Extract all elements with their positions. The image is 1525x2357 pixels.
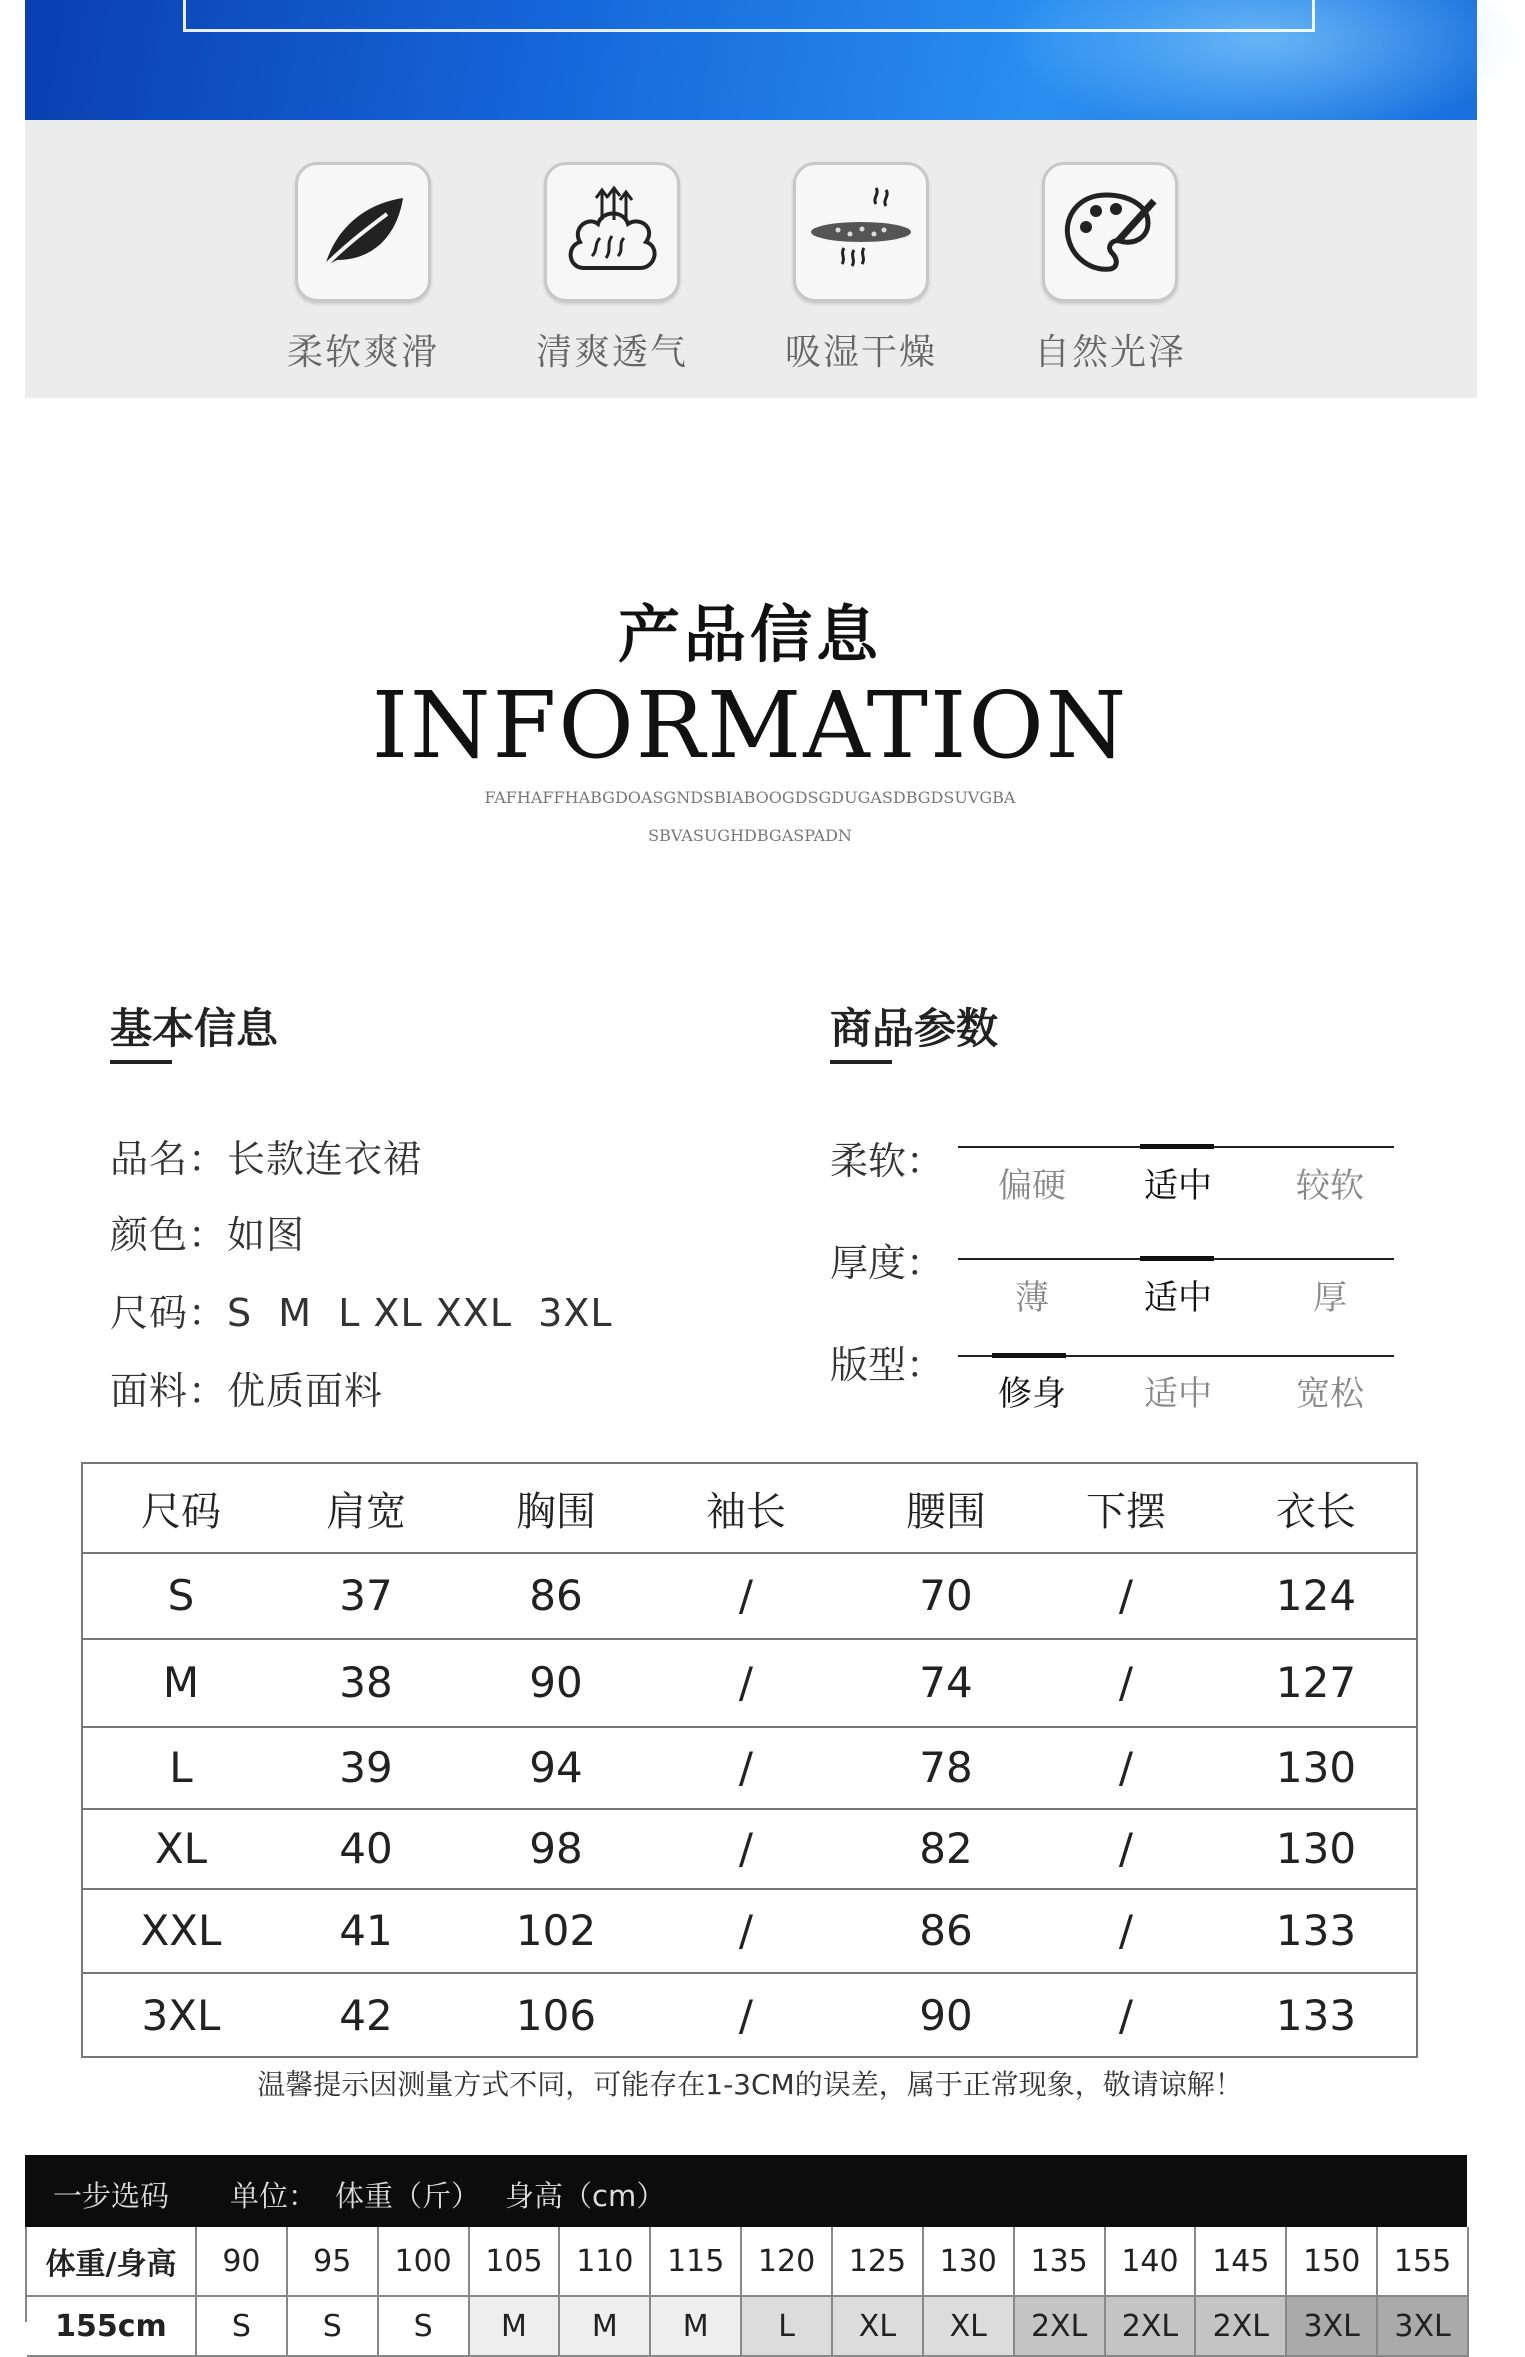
size-picker-grid [25, 2227, 1467, 2344]
size-chart-header-row [83, 1464, 1416, 1552]
table-cell: M [162, 1657, 200, 1707]
size-picker-weight: 90 [197, 2227, 288, 2297]
table-row [83, 1638, 1416, 1726]
size-picker-weight-unit: 体重（斤） [335, 2179, 481, 2213]
param-option: 较软 [1296, 1166, 1364, 1206]
size-chart-header: 尺码 [141, 1488, 221, 1535]
size-chart-table [81, 1462, 1418, 2058]
size-picker-size: S [197, 2297, 288, 2357]
param-label-softness: 柔软： [830, 1139, 945, 1183]
param-selected-marker [1140, 1256, 1214, 1261]
table-cell: 133 [1275, 1905, 1357, 1955]
size-picker-size: M [470, 2297, 561, 2357]
param-option-selected: 适中 [1144, 1166, 1212, 1206]
table-cell: 90 [919, 1990, 973, 2040]
size-picker-size: M [651, 2297, 742, 2357]
size-picker-weight: 140 [1106, 2227, 1197, 2297]
size-picker-size: XL [833, 2297, 924, 2357]
table-cell: / [1118, 1570, 1134, 1620]
table-cell: 127 [1275, 1657, 1357, 1707]
table-cell: / [1118, 1657, 1134, 1707]
table-cell: 41 [339, 1905, 393, 1955]
table-row [83, 1888, 1416, 1972]
feature-moisture [751, 162, 971, 375]
size-chart-header: 袖长 [706, 1488, 786, 1535]
size-picker-weight: 105 [470, 2227, 561, 2297]
params-heading: 商品参数 [830, 996, 998, 1056]
feature-label: 自然光泽 [1033, 332, 1186, 373]
table-cell: 78 [919, 1742, 973, 1792]
size-picker-size: XL [924, 2297, 1015, 2357]
table-cell: / [738, 1657, 754, 1707]
table-cell: 70 [919, 1570, 973, 1620]
table-row [83, 1552, 1416, 1638]
table-cell: 86 [529, 1570, 583, 1620]
basic-info-sizes: 尺码：S M L XL XXL 3XL [110, 1291, 613, 1335]
param-option: 厚 [1313, 1278, 1347, 1318]
feature-label: 柔软爽滑 [286, 332, 439, 373]
size-picker-weight: 95 [288, 2227, 379, 2297]
section-title-en: INFORMATION [371, 672, 1129, 779]
feature-strip [25, 120, 1477, 398]
table-cell: XXL [140, 1905, 222, 1955]
param-option-selected: 适中 [1144, 1278, 1212, 1318]
moisture-dry-icon [793, 162, 929, 302]
size-picker-weight: 115 [651, 2227, 742, 2297]
size-picker-weight: 155 [1378, 2227, 1469, 2297]
param-label-fit: 版型： [830, 1343, 945, 1387]
size-picker-size: 2XL [1106, 2297, 1197, 2357]
size-picker-weight: 150 [1287, 2227, 1378, 2297]
table-cell: / [738, 1570, 754, 1620]
size-picker-size: L [742, 2297, 833, 2357]
size-picker-weight: 135 [1015, 2227, 1106, 2297]
hero-frame [183, 0, 1315, 32]
size-picker-weight: 110 [560, 2227, 651, 2297]
table-cell: 106 [515, 1990, 597, 2040]
size-picker-corner: 体重/身高 [27, 2227, 197, 2297]
size-picker-header [25, 2155, 1467, 2227]
size-picker-size: 2XL [1015, 2297, 1106, 2357]
table-cell: 74 [919, 1657, 973, 1707]
table-cell: 130 [1275, 1823, 1357, 1873]
size-picker-size: 3XL [1378, 2297, 1469, 2357]
size-chart-header: 衣长 [1276, 1488, 1356, 1535]
size-picker-weight: 130 [924, 2227, 1015, 2297]
measurement-tip: 温馨提示因测量方式不同，可能存在1-3CM的误差，属于正常现象，敬请谅解！ [257, 2068, 1243, 2101]
table-cell: 82 [919, 1823, 973, 1873]
table-cell: L [169, 1742, 193, 1792]
table-cell: 130 [1275, 1742, 1357, 1792]
param-label-thickness: 厚度： [830, 1241, 945, 1285]
basic-info-heading: 基本信息 [110, 996, 278, 1056]
size-picker-weight: 125 [833, 2227, 924, 2297]
table-row [83, 1726, 1416, 1808]
param-option: 偏硬 [998, 1166, 1066, 1206]
size-chart-header: 肩宽 [326, 1488, 406, 1535]
table-row [83, 1808, 1416, 1888]
param-option: 适中 [1144, 1374, 1212, 1414]
table-cell: 102 [515, 1905, 597, 1955]
table-cell: / [738, 1905, 754, 1955]
size-picker-size: 2XL [1196, 2297, 1287, 2357]
table-cell: 90 [529, 1657, 583, 1707]
table-cell: XL [154, 1823, 208, 1873]
table-cell: 133 [1275, 1990, 1357, 2040]
hero-banner [25, 0, 1477, 120]
table-cell: S [167, 1570, 195, 1620]
table-cell: 124 [1275, 1570, 1357, 1620]
table-cell: / [738, 1742, 754, 1792]
leaf-icon [295, 162, 431, 302]
feature-soft [253, 162, 473, 375]
table-cell: 98 [529, 1823, 583, 1873]
basic-info-name: 品名：长款连衣裙 [110, 1137, 423, 1181]
size-picker-weight: 145 [1196, 2227, 1287, 2297]
table-cell: / [738, 1823, 754, 1873]
size-picker-size: S [379, 2297, 470, 2357]
feature-label: 清爽透气 [535, 332, 688, 373]
breathable-cloud-icon [544, 162, 680, 302]
table-cell: / [1118, 1742, 1134, 1792]
param-option-selected: 修身 [998, 1374, 1066, 1414]
size-chart-header: 腰围 [906, 1488, 986, 1535]
size-picker-height: 155cm [27, 2297, 197, 2357]
feature-luster [1000, 162, 1220, 375]
size-picker-size: S [288, 2297, 379, 2357]
size-picker-weight: 100 [379, 2227, 470, 2297]
table-cell: / [1118, 1823, 1134, 1873]
param-selected-marker [992, 1353, 1066, 1358]
table-cell: / [1118, 1905, 1134, 1955]
size-picker-title: 一步选码 [53, 2179, 170, 2213]
table-row [83, 1972, 1416, 2058]
decorative-text-line: SBVASUGHDBGASPADN [648, 826, 852, 845]
size-picker-size: 3XL [1287, 2297, 1378, 2357]
basic-info-color: 颜色：如图 [110, 1213, 306, 1257]
table-cell: / [1118, 1990, 1134, 2040]
feature-label: 吸湿干燥 [784, 332, 937, 373]
size-chart-header: 胸围 [516, 1488, 596, 1535]
table-cell: 42 [339, 1990, 393, 2040]
size-chart-header: 下摆 [1086, 1488, 1166, 1535]
size-picker-size: M [560, 2297, 651, 2357]
section-title: 产品信息 [617, 598, 882, 671]
table-cell: 38 [339, 1657, 393, 1707]
param-option: 宽松 [1296, 1374, 1364, 1414]
table-cell: 40 [339, 1823, 393, 1873]
table-cell: 37 [339, 1570, 393, 1620]
table-cell: 94 [529, 1742, 583, 1792]
param-option: 薄 [1015, 1278, 1049, 1318]
feature-breathable [502, 162, 722, 375]
size-picker-height-unit: 身高（cm） [505, 2179, 666, 2213]
param-selected-marker [1140, 1144, 1214, 1149]
palette-icon [1042, 162, 1178, 302]
table-cell: 39 [339, 1742, 393, 1792]
decorative-text-line: FAFHAFFHABGDOASGNDSBIABOOGDSGDUGASDBGDSUVGBA [484, 788, 1016, 807]
table-cell: / [738, 1990, 754, 2040]
basic-info-fabric: 面料：优质面料 [110, 1369, 384, 1413]
table-cell: 86 [919, 1905, 973, 1955]
size-picker-unit-label: 单位： [230, 2179, 318, 2213]
size-picker-weight: 120 [742, 2227, 833, 2297]
table-cell: 3XL [141, 1990, 221, 2040]
